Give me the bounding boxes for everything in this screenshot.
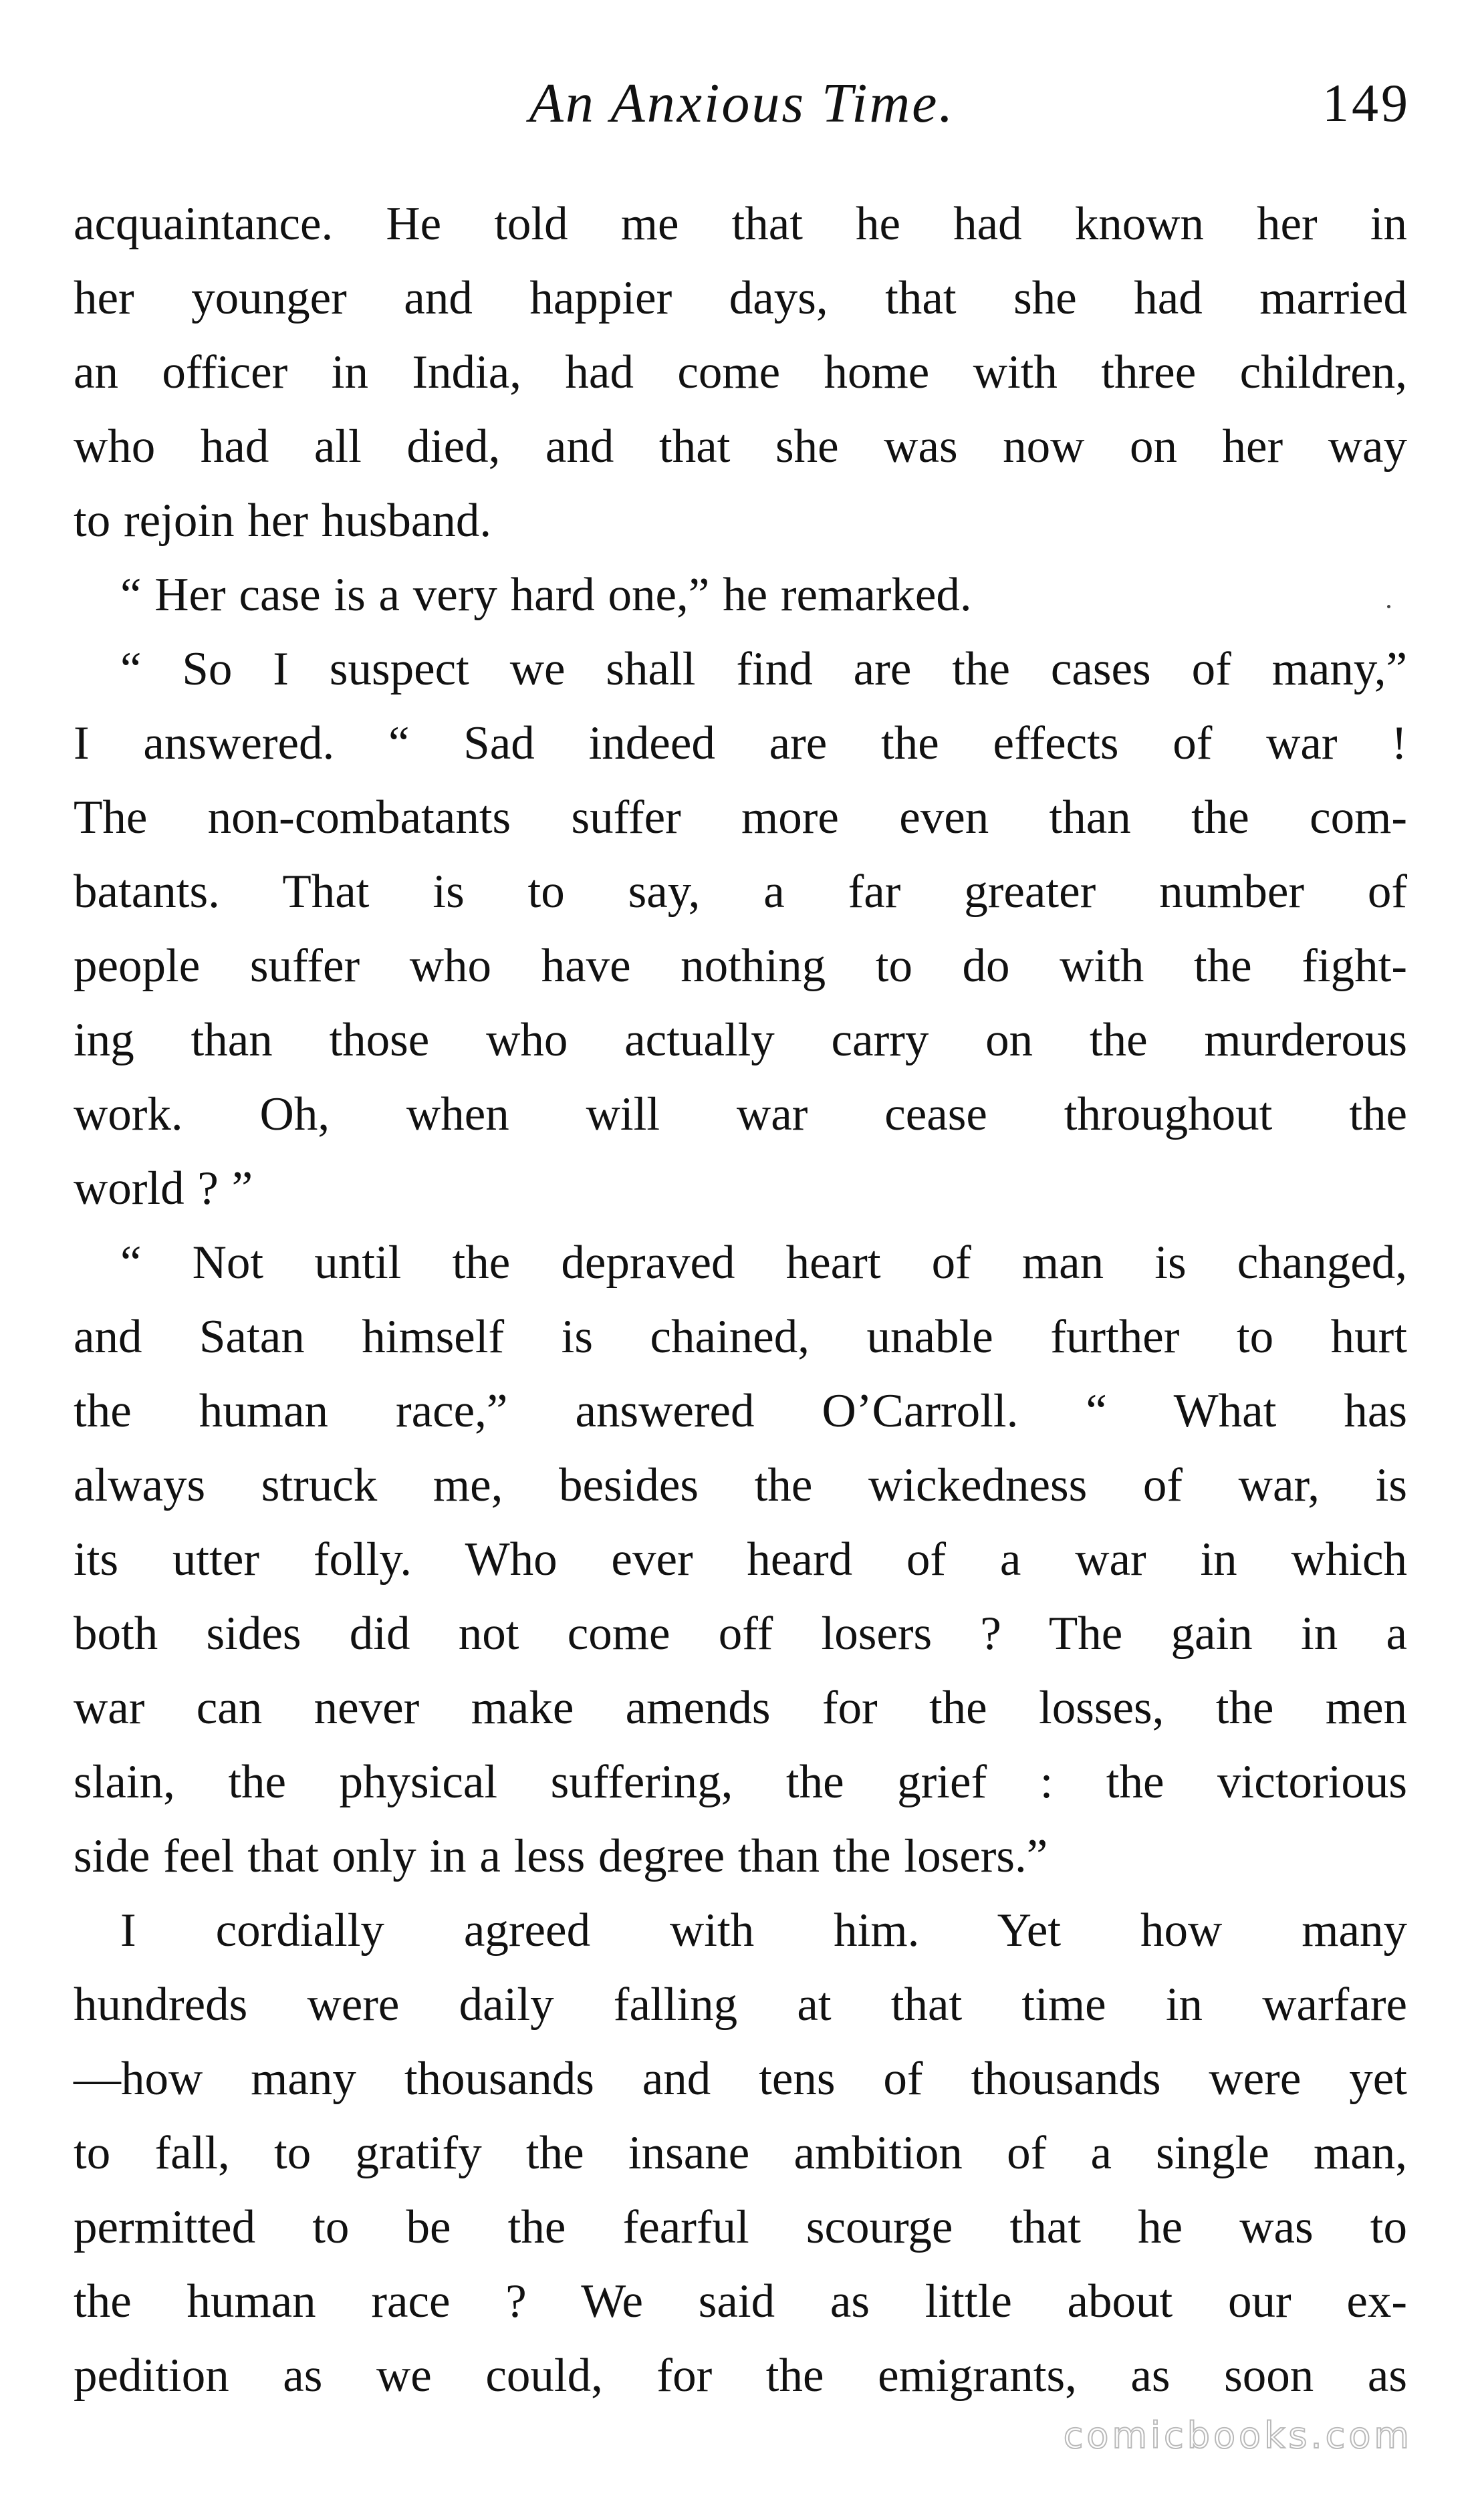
text-line: I answered. “ Sad indeed are the effects of war !: [74, 717, 1407, 769]
text-line: “ Her case is a very hard one,” he remarked.: [120, 569, 972, 621]
text-line: and Satan himself is chained, unable further to hurt: [74, 1311, 1407, 1363]
text-line: war can never make amends for the losses, the men: [74, 1682, 1407, 1734]
page-number: 149: [1322, 74, 1410, 133]
text-line: batants. That is to say, a far greater number of: [74, 866, 1407, 918]
text-line: always struck me, besides the wickedness of war, is: [74, 1459, 1407, 1511]
text-line: side feel that only in a less degree than the losers.”: [74, 1830, 1048, 1882]
text-line: “ So I suspect we shall find are the cases of many,”: [120, 643, 1407, 695]
text-line: who had all died, and that she was now on her way: [74, 420, 1407, 473]
text-line: ing than those who actually carry on the murderous: [74, 1014, 1407, 1066]
text-line: “ Not until the depraved heart of man is changed,: [120, 1237, 1407, 1289]
text-line: I cordially agreed with him. Yet how many: [120, 1904, 1407, 1957]
text-line: people suffer who have nothing to do with the fight-: [74, 940, 1407, 992]
watermark: comicbooks.com: [1063, 2414, 1412, 2456]
text-line: an officer in India, had come home with three children,: [74, 346, 1407, 398]
text-line: acquaintance. He told me that he had known her in: [74, 198, 1407, 250]
text-line: her younger and happier days, that she had married: [74, 272, 1407, 324]
print-speck: [1387, 605, 1390, 608]
text-line: world ? ”: [74, 1162, 253, 1215]
text-line: its utter folly. Who ever heard of a war in which: [74, 1533, 1407, 1586]
text-line: The non-combatants suffer more even than the com-: [74, 791, 1407, 844]
text-line: slain, the physical suffering, the grief : the victorious: [74, 1756, 1407, 1808]
text-line: hundreds were daily falling at that time in warfare: [74, 1979, 1407, 2031]
text-line: pedition as we could, for the emigrants, as soon as: [74, 2350, 1407, 2402]
text-line: the human race ? We said as little about our ex-: [74, 2275, 1407, 2327]
text-line: to fall, to gratify the insane ambition of a single man,: [74, 2127, 1407, 2179]
running-title: An Anxious Time.: [529, 72, 955, 134]
text-line: to rejoin her husband.: [74, 495, 492, 547]
text-line: —how many thousands and tens of thousands were yet: [74, 2053, 1407, 2105]
text-line: both sides did not come off losers ? The gain in a: [74, 1608, 1407, 1660]
text-line: the human race,” answered O’Carroll. “ What has: [74, 1385, 1407, 1437]
running-head: [74, 64, 1410, 144]
text-line: permitted to be the fearful scourge that he was to: [74, 2201, 1407, 2253]
body-text: [74, 187, 1407, 2413]
text-line: work. Oh, when will war cease throughout the: [74, 1088, 1407, 1140]
